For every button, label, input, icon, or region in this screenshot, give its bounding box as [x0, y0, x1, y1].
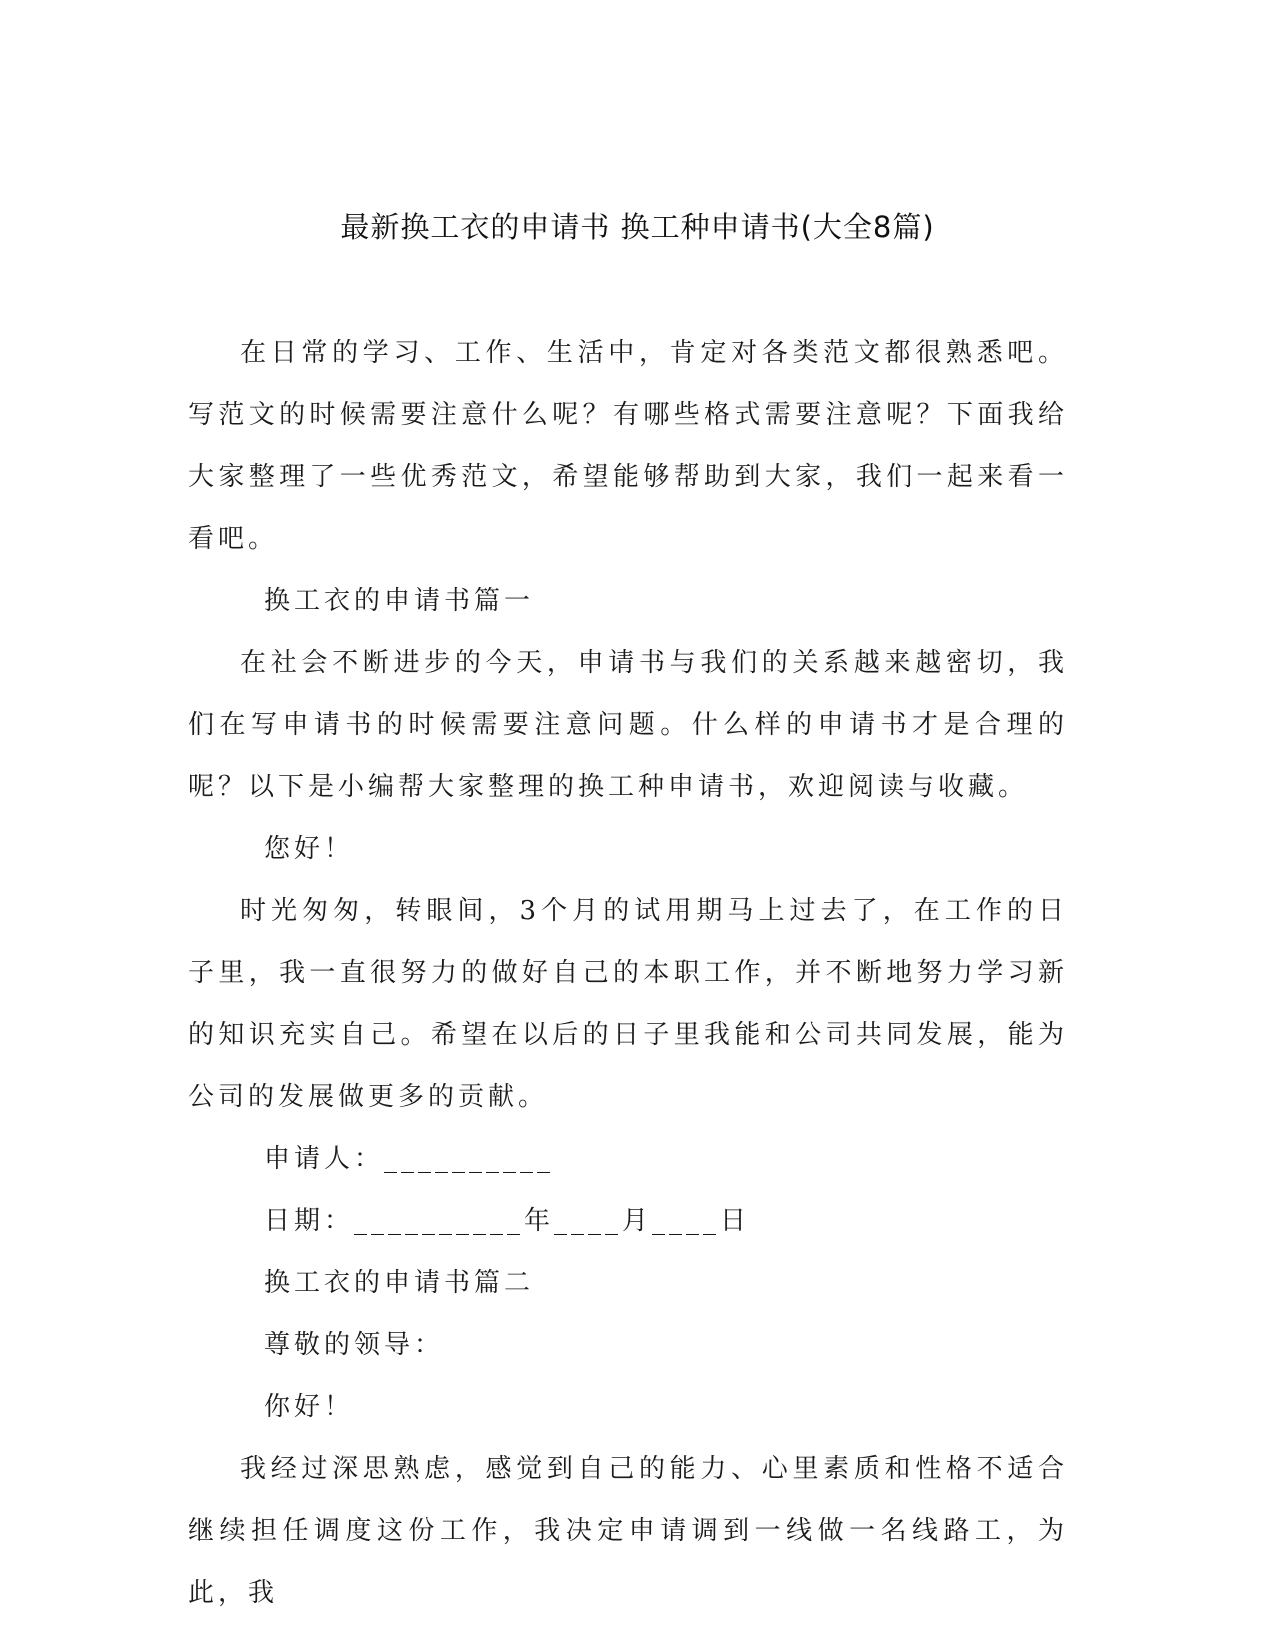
- date-line: 日期：__________年____月____日: [264, 1206, 751, 1236]
- section2-greeting: 你好！: [264, 1392, 355, 1422]
- document-body: [188, 322, 1068, 1624]
- document-title: 最新换工衣的申请书 换工种申请书(大全8篇): [340, 210, 935, 244]
- section-heading-1: 换工衣的申请书篇一: [264, 586, 535, 616]
- section1-body-paragraph: 时光匆匆，转眼间，3个月的试用期马上过去了，在工作的日子里，我一直很努力的做好自己的本职工作，并不断地努力学习新的知识充实自己。希望在以后的日子里我能和公司共同发展，能为公司的发展做更多的贡献。: [188, 896, 1068, 1112]
- section2-salutation: 尊敬的领导：: [264, 1330, 445, 1360]
- section1-greeting: 您好！: [264, 834, 355, 864]
- section-heading-2: 换工衣的申请书篇二: [264, 1268, 535, 1298]
- section2-body-paragraph: 我经过深思熟虑，感觉到自己的能力、心里素质和性格不适合继续担任调度这份工作，我决定申请调到一线做一名线路工，为此，我: [188, 1454, 1068, 1608]
- section1-intro-paragraph: 在社会不断进步的今天，申请书与我们的关系越来越密切，我们在写申请书的时候需要注意问题。什么样的申请书才是合理的呢？以下是小编帮大家整理的换工种申请书，欢迎阅读与收藏。: [188, 648, 1068, 802]
- intro-paragraph: 在日常的学习、工作、生活中，肯定对各类范文都很熟悉吧。写范文的时候需要注意什么呢？有哪些格式需要注意呢？下面我给大家整理了一些优秀范文，希望能够帮助到大家，我们一起来看一看吧。: [188, 338, 1068, 554]
- applicant-line: 申请人：__________: [264, 1144, 555, 1174]
